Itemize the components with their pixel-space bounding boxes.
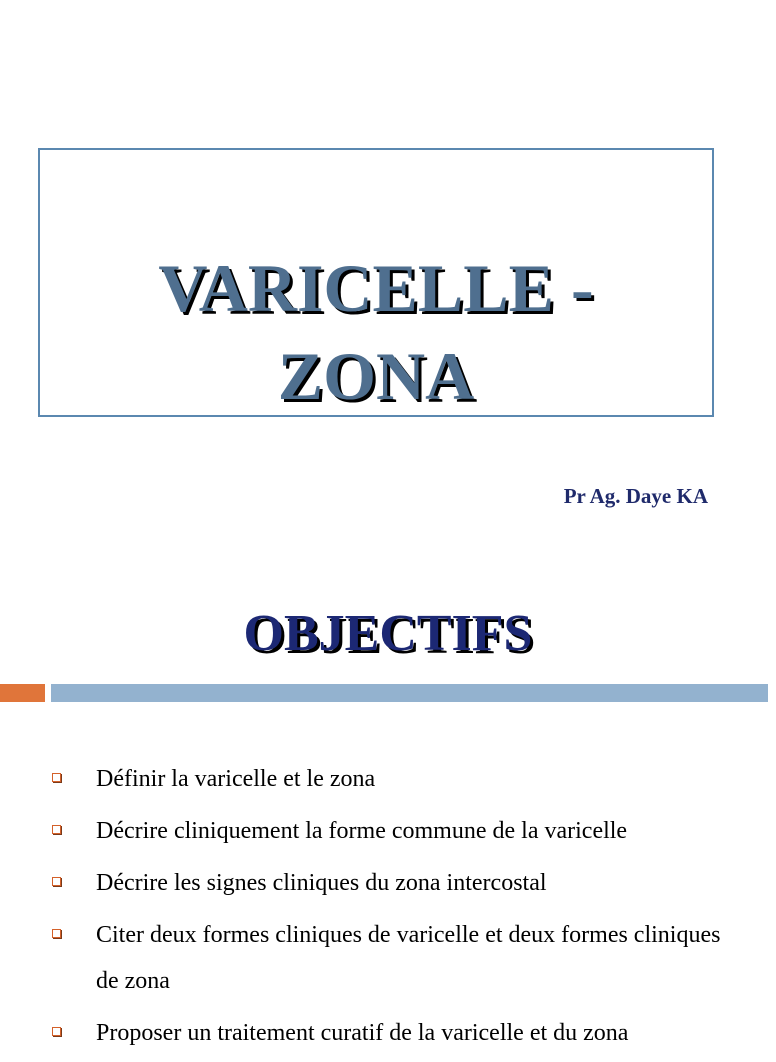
list-item: [0, 912, 768, 1004]
objectives-list: [0, 756, 768, 1062]
square-bullet-icon: [52, 825, 61, 834]
slide-title-line-1: VARICELLE -: [158, 250, 594, 326]
slide-title-line-2: ZONA: [277, 338, 475, 414]
square-bullet-icon: [52, 1027, 61, 1036]
objective-text: Décrire cliniquement la forme commune de la varicelle: [96, 818, 628, 844]
title-box: [38, 148, 714, 417]
objective-text: Décrire les signes cliniques du zona intercostal: [96, 870, 547, 896]
objective-text: Citer deux formes cliniques de varicelle et deux formes cliniques de zona: [96, 922, 721, 994]
author-name: Pr Ag. Daye KA: [563, 484, 708, 508]
list-item: [0, 1010, 768, 1056]
square-bullet-icon: [52, 773, 61, 782]
square-bullet-icon: [52, 929, 61, 938]
objective-text: Proposer un traitement curatif de la varicelle et du zona: [96, 1020, 629, 1046]
divider-accent-orange: [0, 684, 45, 702]
objective-text: Définir la varicelle et le zona: [96, 766, 376, 792]
list-item: [0, 756, 768, 802]
square-bullet-icon: [52, 877, 61, 886]
list-item: [0, 860, 768, 906]
list-item: [0, 808, 768, 854]
divider-accent-blue: [51, 684, 768, 702]
section-heading: OBJECTIFS: [243, 605, 533, 662]
